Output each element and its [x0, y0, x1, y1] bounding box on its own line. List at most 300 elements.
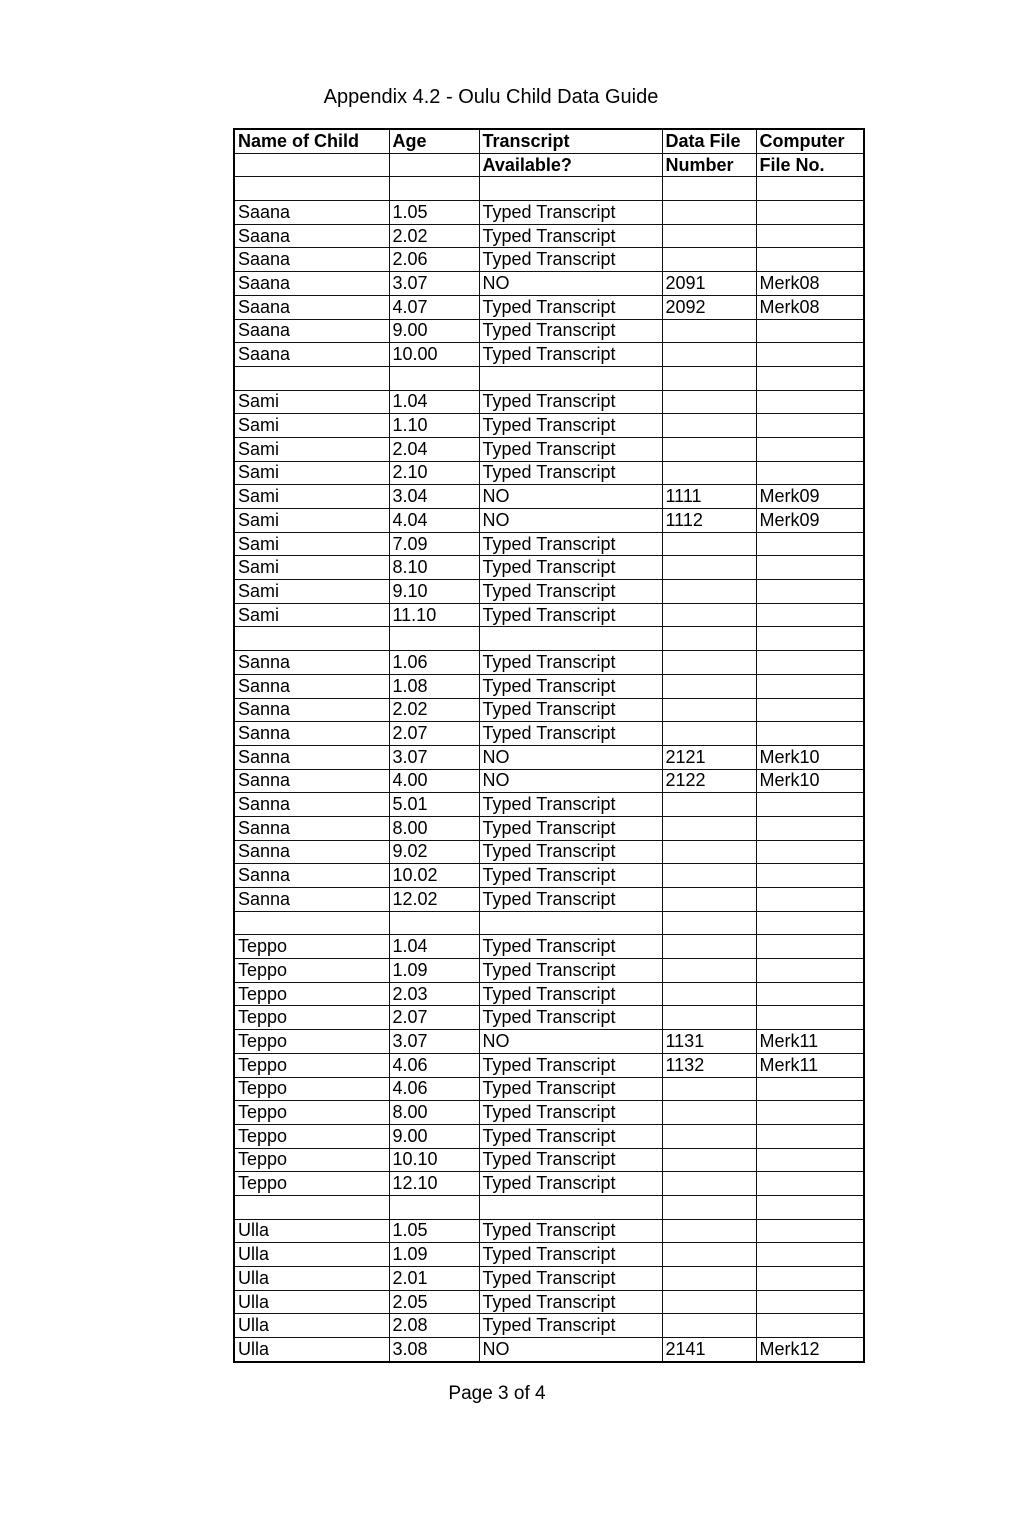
cell-computer-file: Merk11 — [756, 1053, 864, 1077]
cell-data-file — [662, 864, 756, 888]
header-computer: Computer — [756, 129, 864, 153]
empty-cell — [389, 911, 479, 935]
header2-cell — [389, 153, 479, 177]
cell-data-file — [662, 840, 756, 864]
cell-data-file — [662, 319, 756, 343]
cell-age: 2.02 — [389, 224, 479, 248]
cell-transcript: Typed Transcript — [479, 1148, 662, 1172]
header-name-of-child: Name of Child — [234, 129, 389, 153]
table-row — [234, 982, 864, 1006]
cell-data-file — [662, 1267, 756, 1291]
cell-data-file — [662, 888, 756, 912]
table-row — [234, 509, 864, 533]
cell-computer-file — [756, 1219, 864, 1243]
cell-transcript: Typed Transcript — [479, 1053, 662, 1077]
empty-cell — [662, 627, 756, 651]
cell-data-file: 2091 — [662, 272, 756, 296]
cell-age: 8.00 — [389, 816, 479, 840]
table-row — [234, 1172, 864, 1196]
cell-transcript: Typed Transcript — [479, 864, 662, 888]
header-available: Available? — [479, 153, 662, 177]
cell-data-file — [662, 1219, 756, 1243]
table-row — [234, 651, 864, 675]
table-row — [234, 864, 864, 888]
cell-transcript: Typed Transcript — [479, 816, 662, 840]
cell-computer-file — [756, 959, 864, 983]
header-transcript: Transcript — [479, 129, 662, 153]
cell-age: 3.04 — [389, 485, 479, 509]
cell-age: 1.10 — [389, 414, 479, 438]
empty-cell — [389, 1195, 479, 1219]
table-row — [234, 959, 864, 983]
cell-transcript: Typed Transcript — [479, 414, 662, 438]
cell-computer-file — [756, 556, 864, 580]
cell-transcript: Typed Transcript — [479, 437, 662, 461]
cell-name: Sami — [234, 461, 389, 485]
cell-data-file — [662, 461, 756, 485]
cell-transcript: Typed Transcript — [479, 1267, 662, 1291]
cell-computer-file — [756, 414, 864, 438]
cell-data-file: 1111 — [662, 485, 756, 509]
cell-data-file — [662, 603, 756, 627]
cell-transcript: Typed Transcript — [479, 1124, 662, 1148]
cell-name: Teppo — [234, 1077, 389, 1101]
cell-name: Sami — [234, 532, 389, 556]
cell-computer-file — [756, 840, 864, 864]
empty-cell — [662, 1195, 756, 1219]
cell-computer-file — [756, 793, 864, 817]
table-row — [234, 793, 864, 817]
cell-age: 1.05 — [389, 1219, 479, 1243]
cell-name: Teppo — [234, 1124, 389, 1148]
table-row — [234, 1148, 864, 1172]
table-row — [234, 485, 864, 509]
table-row — [234, 1124, 864, 1148]
cell-name: Sanna — [234, 745, 389, 769]
header2-cell — [234, 153, 389, 177]
cell-transcript: Typed Transcript — [479, 935, 662, 959]
cell-age: 2.01 — [389, 1267, 479, 1291]
cell-age: 2.03 — [389, 982, 479, 1006]
cell-name: Sami — [234, 580, 389, 604]
cell-computer-file — [756, 864, 864, 888]
cell-age: 2.08 — [389, 1314, 479, 1338]
cell-age: 4.00 — [389, 769, 479, 793]
table-row — [234, 580, 864, 604]
cell-age: 10.10 — [389, 1148, 479, 1172]
cell-computer-file — [756, 888, 864, 912]
cell-data-file — [662, 793, 756, 817]
cell-computer-file — [756, 532, 864, 556]
cell-age: 5.01 — [389, 793, 479, 817]
empty-cell — [389, 627, 479, 651]
cell-age: 4.06 — [389, 1053, 479, 1077]
cell-data-file — [662, 982, 756, 1006]
header-data-file: Data File — [662, 129, 756, 153]
empty-cell — [234, 911, 389, 935]
cell-data-file — [662, 1172, 756, 1196]
cell-transcript: Typed Transcript — [479, 319, 662, 343]
cell-name: Saana — [234, 272, 389, 296]
cell-transcript: NO — [479, 745, 662, 769]
cell-name: Sami — [234, 485, 389, 509]
cell-data-file — [662, 414, 756, 438]
spacer-row — [234, 911, 864, 935]
cell-computer-file — [756, 224, 864, 248]
cell-computer-file — [756, 1243, 864, 1267]
cell-computer-file: Merk09 — [756, 509, 864, 533]
cell-computer-file — [756, 722, 864, 746]
cell-data-file — [662, 1101, 756, 1125]
cell-data-file — [662, 1314, 756, 1338]
cell-data-file — [662, 959, 756, 983]
cell-name: Sami — [234, 414, 389, 438]
cell-age: 4.07 — [389, 295, 479, 319]
table-row — [234, 1053, 864, 1077]
cell-transcript: Typed Transcript — [479, 248, 662, 272]
cell-data-file — [662, 437, 756, 461]
cell-computer-file — [756, 319, 864, 343]
cell-name: Saana — [234, 201, 389, 225]
cell-age: 2.07 — [389, 1006, 479, 1030]
cell-age: 1.09 — [389, 1243, 479, 1267]
cell-age: 1.04 — [389, 390, 479, 414]
cell-age: 3.07 — [389, 1030, 479, 1054]
cell-data-file — [662, 1124, 756, 1148]
cell-age: 2.10 — [389, 461, 479, 485]
cell-transcript: Typed Transcript — [479, 698, 662, 722]
table-row — [234, 816, 864, 840]
cell-data-file — [662, 1077, 756, 1101]
table-row — [234, 556, 864, 580]
cell-transcript: Typed Transcript — [479, 982, 662, 1006]
cell-computer-file — [756, 1101, 864, 1125]
empty-cell — [662, 366, 756, 390]
cell-age: 8.00 — [389, 1101, 479, 1125]
child-data-table — [233, 128, 865, 1363]
cell-age: 9.02 — [389, 840, 479, 864]
cell-name: Ulla — [234, 1267, 389, 1291]
cell-name: Sanna — [234, 793, 389, 817]
table-row — [234, 224, 864, 248]
cell-computer-file — [756, 982, 864, 1006]
empty-cell — [234, 627, 389, 651]
cell-transcript: Typed Transcript — [479, 651, 662, 675]
cell-computer-file — [756, 651, 864, 675]
cell-transcript: Typed Transcript — [479, 1290, 662, 1314]
header-row-2 — [234, 153, 864, 177]
table-row — [234, 745, 864, 769]
cell-age: 1.09 — [389, 959, 479, 983]
cell-name: Saana — [234, 295, 389, 319]
cell-name: Sami — [234, 437, 389, 461]
cell-name: Teppo — [234, 1053, 389, 1077]
cell-age: 3.07 — [389, 745, 479, 769]
cell-computer-file — [756, 390, 864, 414]
cell-data-file: 2121 — [662, 745, 756, 769]
cell-age: 9.10 — [389, 580, 479, 604]
cell-age: 7.09 — [389, 532, 479, 556]
cell-transcript: NO — [479, 1338, 662, 1362]
cell-age: 10.00 — [389, 343, 479, 367]
cell-name: Sami — [234, 509, 389, 533]
cell-name: Ulla — [234, 1219, 389, 1243]
cell-name: Saana — [234, 224, 389, 248]
cell-age: 8.10 — [389, 556, 479, 580]
cell-name: Ulla — [234, 1243, 389, 1267]
cell-computer-file — [756, 816, 864, 840]
table-row — [234, 674, 864, 698]
cell-name: Sami — [234, 603, 389, 627]
table-row — [234, 414, 864, 438]
cell-computer-file — [756, 1077, 864, 1101]
cell-data-file — [662, 674, 756, 698]
table-row — [234, 840, 864, 864]
table-row — [234, 295, 864, 319]
empty-cell — [756, 1195, 864, 1219]
header-age: Age — [389, 129, 479, 153]
table-row — [234, 532, 864, 556]
cell-age: 4.06 — [389, 1077, 479, 1101]
cell-age: 12.10 — [389, 1172, 479, 1196]
empty-cell — [479, 911, 662, 935]
table-row — [234, 1314, 864, 1338]
cell-transcript: Typed Transcript — [479, 1006, 662, 1030]
table-row — [234, 437, 864, 461]
cell-name: Sanna — [234, 769, 389, 793]
cell-transcript: Typed Transcript — [479, 1219, 662, 1243]
cell-name: Saana — [234, 343, 389, 367]
cell-name: Teppo — [234, 959, 389, 983]
cell-name: Sanna — [234, 674, 389, 698]
cell-computer-file: Merk12 — [756, 1338, 864, 1362]
header-number: Number — [662, 153, 756, 177]
cell-computer-file: Merk09 — [756, 485, 864, 509]
cell-transcript: Typed Transcript — [479, 461, 662, 485]
cell-age: 2.06 — [389, 248, 479, 272]
spacer-row — [234, 627, 864, 651]
cell-name: Ulla — [234, 1290, 389, 1314]
cell-data-file: 1112 — [662, 509, 756, 533]
table-row — [234, 1219, 864, 1243]
empty-cell — [234, 177, 389, 201]
cell-transcript: Typed Transcript — [479, 556, 662, 580]
cell-data-file — [662, 1148, 756, 1172]
cell-data-file — [662, 935, 756, 959]
cell-data-file — [662, 580, 756, 604]
empty-cell — [662, 911, 756, 935]
cell-computer-file — [756, 1290, 864, 1314]
cell-age: 2.05 — [389, 1290, 479, 1314]
empty-cell — [389, 366, 479, 390]
cell-transcript: Typed Transcript — [479, 390, 662, 414]
header-row — [234, 129, 864, 153]
cell-data-file — [662, 532, 756, 556]
cell-computer-file — [756, 674, 864, 698]
cell-computer-file — [756, 461, 864, 485]
cell-computer-file: Merk08 — [756, 272, 864, 296]
table-row — [234, 1243, 864, 1267]
cell-transcript: Typed Transcript — [479, 1243, 662, 1267]
header-file-no: File No. — [756, 153, 864, 177]
cell-age: 9.00 — [389, 319, 479, 343]
cell-name: Teppo — [234, 1172, 389, 1196]
cell-computer-file: Merk10 — [756, 745, 864, 769]
cell-data-file — [662, 698, 756, 722]
cell-age: 4.04 — [389, 509, 479, 533]
cell-name: Teppo — [234, 1006, 389, 1030]
document-title: Appendix 4.2 - Oulu Child Data Guide — [323, 86, 659, 108]
cell-computer-file — [756, 1172, 864, 1196]
cell-data-file — [662, 651, 756, 675]
cell-age: 2.04 — [389, 437, 479, 461]
cell-computer-file: Merk10 — [756, 769, 864, 793]
cell-computer-file: Merk11 — [756, 1030, 864, 1054]
cell-data-file — [662, 343, 756, 367]
table-row — [234, 1290, 864, 1314]
empty-cell — [479, 177, 662, 201]
cell-name: Teppo — [234, 1148, 389, 1172]
cell-data-file — [662, 816, 756, 840]
cell-transcript: Typed Transcript — [479, 201, 662, 225]
cell-transcript: Typed Transcript — [479, 722, 662, 746]
page-number: Page 3 of 4 — [448, 1383, 546, 1404]
cell-transcript: Typed Transcript — [479, 888, 662, 912]
spacer-row — [234, 366, 864, 390]
cell-data-file — [662, 248, 756, 272]
cell-data-file — [662, 1006, 756, 1030]
table-row — [234, 272, 864, 296]
empty-cell — [756, 627, 864, 651]
cell-age: 11.10 — [389, 603, 479, 627]
cell-data-file — [662, 722, 756, 746]
cell-name: Sanna — [234, 864, 389, 888]
cell-age: 3.07 — [389, 272, 479, 296]
cell-age: 2.07 — [389, 722, 479, 746]
cell-computer-file — [756, 201, 864, 225]
cell-transcript: Typed Transcript — [479, 1077, 662, 1101]
table-row — [234, 1338, 864, 1362]
table-row — [234, 698, 864, 722]
empty-cell — [662, 177, 756, 201]
empty-cell — [479, 366, 662, 390]
cell-transcript: Typed Transcript — [479, 1101, 662, 1125]
cell-data-file — [662, 1290, 756, 1314]
cell-name: Sanna — [234, 722, 389, 746]
cell-transcript: Typed Transcript — [479, 532, 662, 556]
empty-cell — [234, 1195, 389, 1219]
empty-cell — [389, 177, 479, 201]
cell-name: Sanna — [234, 888, 389, 912]
cell-computer-file — [756, 1267, 864, 1291]
cell-computer-file — [756, 437, 864, 461]
cell-data-file: 1131 — [662, 1030, 756, 1054]
table-row — [234, 722, 864, 746]
cell-computer-file — [756, 580, 864, 604]
cell-computer-file — [756, 1124, 864, 1148]
cell-transcript: NO — [479, 509, 662, 533]
table-row — [234, 201, 864, 225]
cell-name: Teppo — [234, 982, 389, 1006]
cell-name: Ulla — [234, 1314, 389, 1338]
cell-transcript: Typed Transcript — [479, 840, 662, 864]
cell-computer-file — [756, 343, 864, 367]
cell-computer-file — [756, 1314, 864, 1338]
cell-age: 10.02 — [389, 864, 479, 888]
cell-age: 1.05 — [389, 201, 479, 225]
cell-name: Teppo — [234, 935, 389, 959]
cell-transcript: Typed Transcript — [479, 959, 662, 983]
cell-computer-file — [756, 698, 864, 722]
table-row — [234, 769, 864, 793]
cell-name: Sami — [234, 556, 389, 580]
cell-data-file: 2141 — [662, 1338, 756, 1362]
cell-transcript: NO — [479, 485, 662, 509]
cell-name: Sanna — [234, 651, 389, 675]
table-row — [234, 1030, 864, 1054]
table-row — [234, 343, 864, 367]
cell-computer-file — [756, 248, 864, 272]
cell-age: 2.02 — [389, 698, 479, 722]
table-row — [234, 935, 864, 959]
cell-age: 12.02 — [389, 888, 479, 912]
cell-name: Sanna — [234, 840, 389, 864]
cell-transcript: NO — [479, 1030, 662, 1054]
table-row — [234, 319, 864, 343]
cell-name: Sanna — [234, 816, 389, 840]
cell-data-file: 1132 — [662, 1053, 756, 1077]
cell-transcript: Typed Transcript — [479, 224, 662, 248]
cell-name: Teppo — [234, 1101, 389, 1125]
cell-transcript: Typed Transcript — [479, 580, 662, 604]
cell-data-file — [662, 1243, 756, 1267]
cell-transcript: NO — [479, 769, 662, 793]
cell-computer-file — [756, 603, 864, 627]
table-row — [234, 1077, 864, 1101]
empty-cell — [234, 366, 389, 390]
cell-data-file — [662, 390, 756, 414]
cell-name: Sanna — [234, 698, 389, 722]
cell-transcript: Typed Transcript — [479, 674, 662, 698]
empty-cell — [756, 177, 864, 201]
table-row — [234, 1101, 864, 1125]
cell-age: 9.00 — [389, 1124, 479, 1148]
cell-computer-file: Merk08 — [756, 295, 864, 319]
cell-transcript: Typed Transcript — [479, 1172, 662, 1196]
cell-age: 1.08 — [389, 674, 479, 698]
table-row — [234, 248, 864, 272]
cell-computer-file — [756, 1148, 864, 1172]
table-row — [234, 390, 864, 414]
cell-data-file — [662, 556, 756, 580]
cell-computer-file — [756, 935, 864, 959]
cell-age: 3.08 — [389, 1338, 479, 1362]
cell-name: Sami — [234, 390, 389, 414]
table-row — [234, 461, 864, 485]
cell-data-file: 2122 — [662, 769, 756, 793]
table-row — [234, 888, 864, 912]
cell-name: Saana — [234, 248, 389, 272]
table-row — [234, 1006, 864, 1030]
cell-age: 1.06 — [389, 651, 479, 675]
empty-cell — [756, 366, 864, 390]
cell-transcript: Typed Transcript — [479, 793, 662, 817]
cell-transcript: Typed Transcript — [479, 603, 662, 627]
empty-cell — [756, 911, 864, 935]
cell-transcript: NO — [479, 272, 662, 296]
cell-transcript: Typed Transcript — [479, 1314, 662, 1338]
cell-transcript: Typed Transcript — [479, 343, 662, 367]
